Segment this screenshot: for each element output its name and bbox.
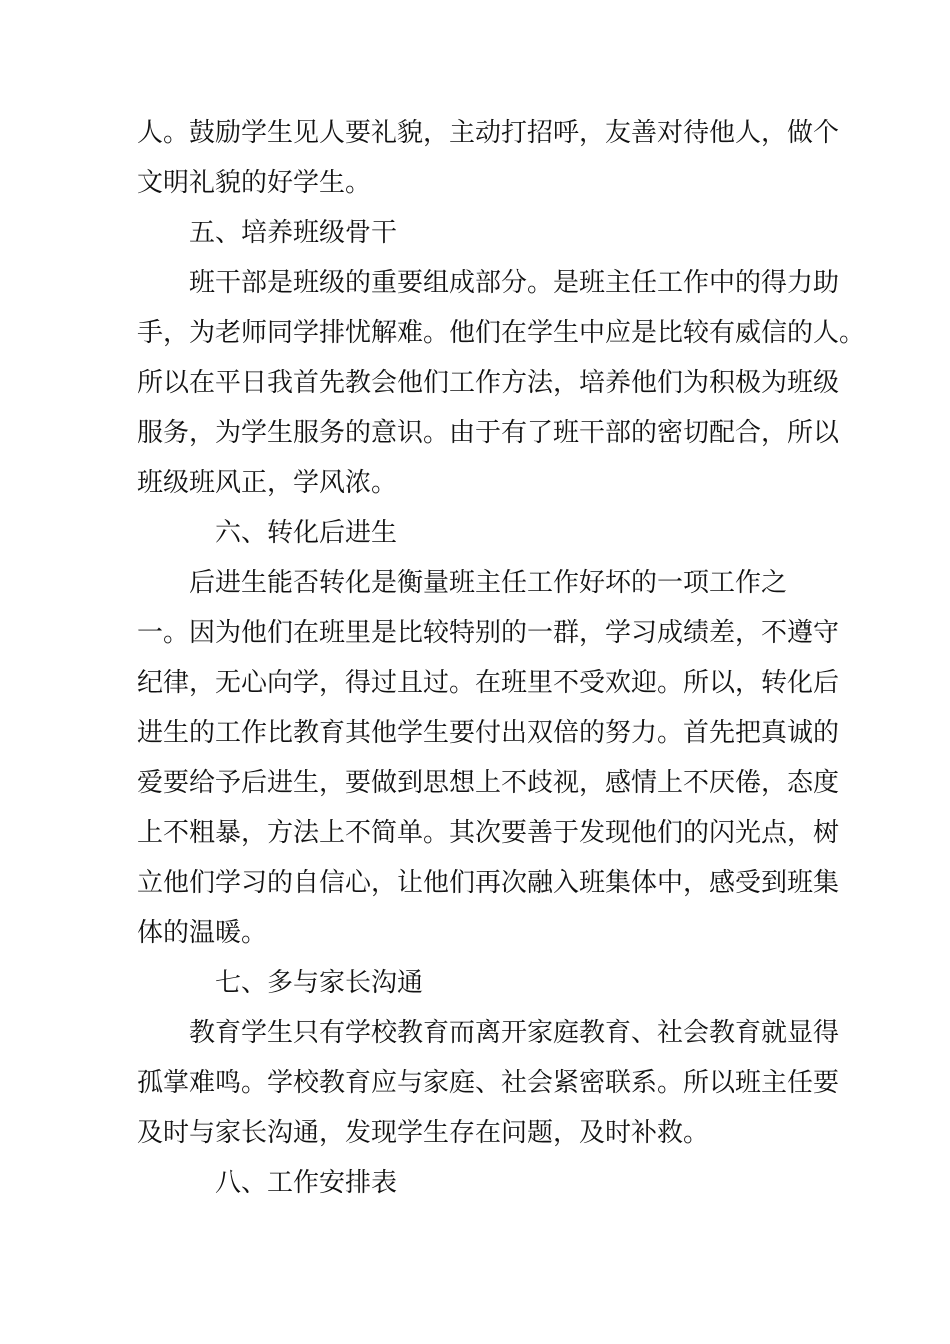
paragraph-line: 体的温暖。: [137, 918, 268, 948]
paragraph-line: 文明礼貌的好学生。: [137, 168, 372, 198]
paragraph-line: 班干部是班级的重要组成部分。是班主任工作中的得力助: [189, 268, 840, 298]
paragraph-line: 上不粗暴，方法上不简单。其次要善于发现他们的闪光点，树: [137, 818, 840, 848]
paragraph-line: 服务，为学生服务的意识。由于有了班干部的密切配合，所以: [137, 418, 840, 448]
paragraph-line: 孤掌难鸣。学校教育应与家庭、社会紧密联系。所以班主任要: [137, 1068, 840, 1098]
section-heading-5: 五、培养班级骨干: [189, 218, 398, 248]
paragraph-line: 进生的工作比教育其他学生要付出双倍的努力。首先把真诚的: [137, 718, 840, 748]
paragraph-line: 人。鼓励学生见人要礼貌，主动打招呼，友善对待他人，做个: [137, 118, 840, 148]
section-heading-6: 六、转化后进生: [215, 518, 398, 548]
paragraph-line: 教育学生只有学校教育而离开家庭教育、社会教育就显得: [189, 1018, 840, 1048]
paragraph-line: 及时与家长沟通，发现学生存在问题，及时补救。: [137, 1118, 710, 1148]
paragraph-line: 纪律，无心向学，得过且过。在班里不受欢迎。所以，转化后: [137, 668, 840, 698]
section-heading-7: 七、多与家长沟通: [215, 968, 424, 998]
paragraph-line: 所以在平日我首先教会他们工作方法，培养他们为积极为班级: [137, 368, 840, 398]
paragraph-line: 爱要给予后进生，要做到思想上不歧视，感情上不厌倦，态度: [137, 768, 840, 798]
paragraph-line: 班级班风正，学风浓。: [137, 468, 398, 498]
paragraph-line: 手，为老师同学排忧解难。他们在学生中应是比较有威信的人。: [137, 318, 866, 348]
section-heading-8: 八、工作安排表: [215, 1168, 398, 1198]
paragraph-line: 一。因为他们在班里是比较特别的一群，学习成绩差，不遵守: [137, 618, 840, 648]
paragraph-line: 立他们学习的自信心，让他们再次融入班集体中，感受到班集: [137, 868, 840, 898]
paragraph-line: 后进生能否转化是衡量班主任工作好坏的一项工作之: [189, 568, 788, 598]
